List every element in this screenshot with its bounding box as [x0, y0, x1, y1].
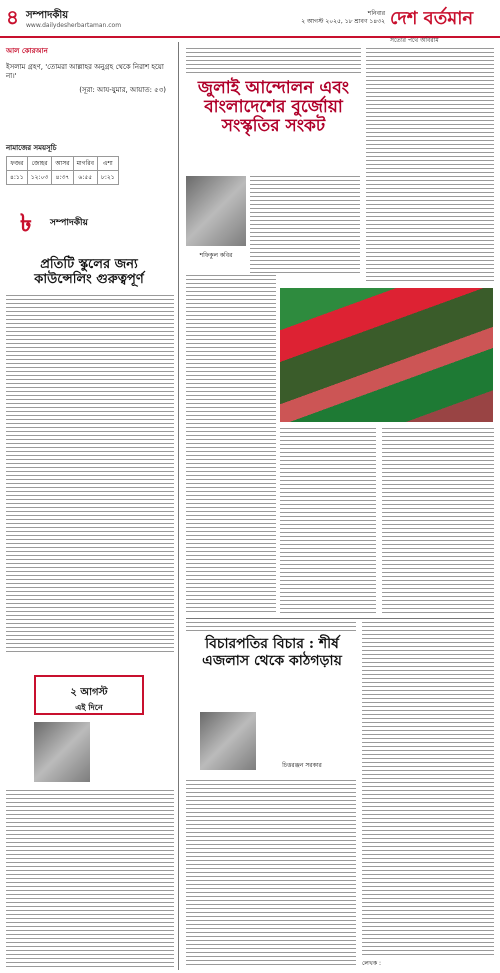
masthead-title: দেশ বর্তমান — [390, 8, 474, 29]
prayer-time: ৬:৫৫ — [73, 171, 97, 185]
lead-headline: জুলাই আন্দোলন এবং বাংলাদেশের বুর্জোয়া সংস্কৃতির সংকট — [197, 78, 350, 136]
rally-photo — [280, 288, 493, 422]
lead-body-right — [250, 176, 360, 276]
page-number: ৪ — [6, 5, 19, 29]
editorial-headline: প্রতিটি স্কুলের জন্য কাউন্সেলিং গুরুত্বপূর্ণ — [34, 257, 144, 287]
weekday: শনিবার — [367, 10, 385, 17]
prayer-time: ১২:০৩ — [27, 171, 52, 185]
author-photo — [186, 176, 246, 246]
trial-headline: বিচারপতির বিচার : শীর্ষ এজলাস থেকে কাঠগড়ায় — [202, 636, 342, 669]
prayer-header: এশা — [97, 157, 118, 171]
lead-column-5 — [382, 428, 494, 613]
trial-author: চিত্তরঞ্জন সরকার — [282, 762, 322, 769]
history-date: ২ আগস্ট — [70, 687, 108, 698]
prayer-time: ৪:৩৭ — [52, 171, 73, 185]
lead-body-top — [186, 48, 361, 76]
prayer-header: মাগরিব — [73, 157, 97, 171]
trial-body-top — [186, 622, 356, 634]
section-title: সম্পাদকীয় — [26, 10, 69, 21]
quran-text: ইসলাম গ্রহণ, 'তোমরা আল্লাহর অনুগ্রহ থেকে নিরাশ হয়ো না।' — [6, 63, 164, 80]
prayer-time: ৮:২১ — [97, 171, 118, 185]
writer-label: লেখক : — [362, 960, 381, 967]
quran-ref: (সূরা: আয-যুমার, আয়াত: ৫৩) — [79, 86, 166, 94]
trial-body — [186, 780, 356, 968]
prayer-header: ফজর — [7, 157, 28, 171]
trial-author-photo — [200, 712, 256, 770]
editorial-mark: ৳ — [20, 208, 32, 237]
lead-body-left — [186, 275, 276, 615]
page-header — [0, 0, 500, 44]
section-rule — [186, 618, 494, 619]
date-text: ২ আগস্ট ২০২৫, ১৮ শ্রাবণ ১৪৩২ — [301, 18, 385, 25]
prayer-header: জোহর — [27, 157, 52, 171]
editorial-label: সম্পাদকীয় — [50, 218, 88, 228]
prayer-table — [6, 156, 119, 185]
editorial-body — [6, 295, 174, 655]
history-photo — [34, 722, 90, 782]
history-body — [6, 790, 174, 970]
history-label: এই দিনে — [75, 703, 103, 712]
lead-column-4 — [280, 428, 376, 613]
prayer-times — [6, 142, 119, 185]
prayer-header: আসর — [52, 157, 73, 171]
masthead-tagline: সত্যের পথে অবিরাম — [390, 37, 439, 44]
website: www.dailydesherbartaman.com — [26, 22, 122, 29]
prayer-time: ৪:১১ — [7, 171, 28, 185]
history-box — [34, 675, 144, 715]
lead-column-3 — [366, 48, 494, 283]
column-divider — [178, 42, 179, 970]
author-name: শফিকুল কবির — [199, 252, 233, 259]
issue-date — [255, 10, 385, 26]
masthead — [390, 4, 496, 44]
quran-block — [6, 45, 166, 96]
quran-label: আল কোরআন — [6, 47, 48, 55]
trial-column-2 — [362, 622, 494, 957]
prayer-title: নামাজের সময়সূচি — [6, 144, 57, 152]
